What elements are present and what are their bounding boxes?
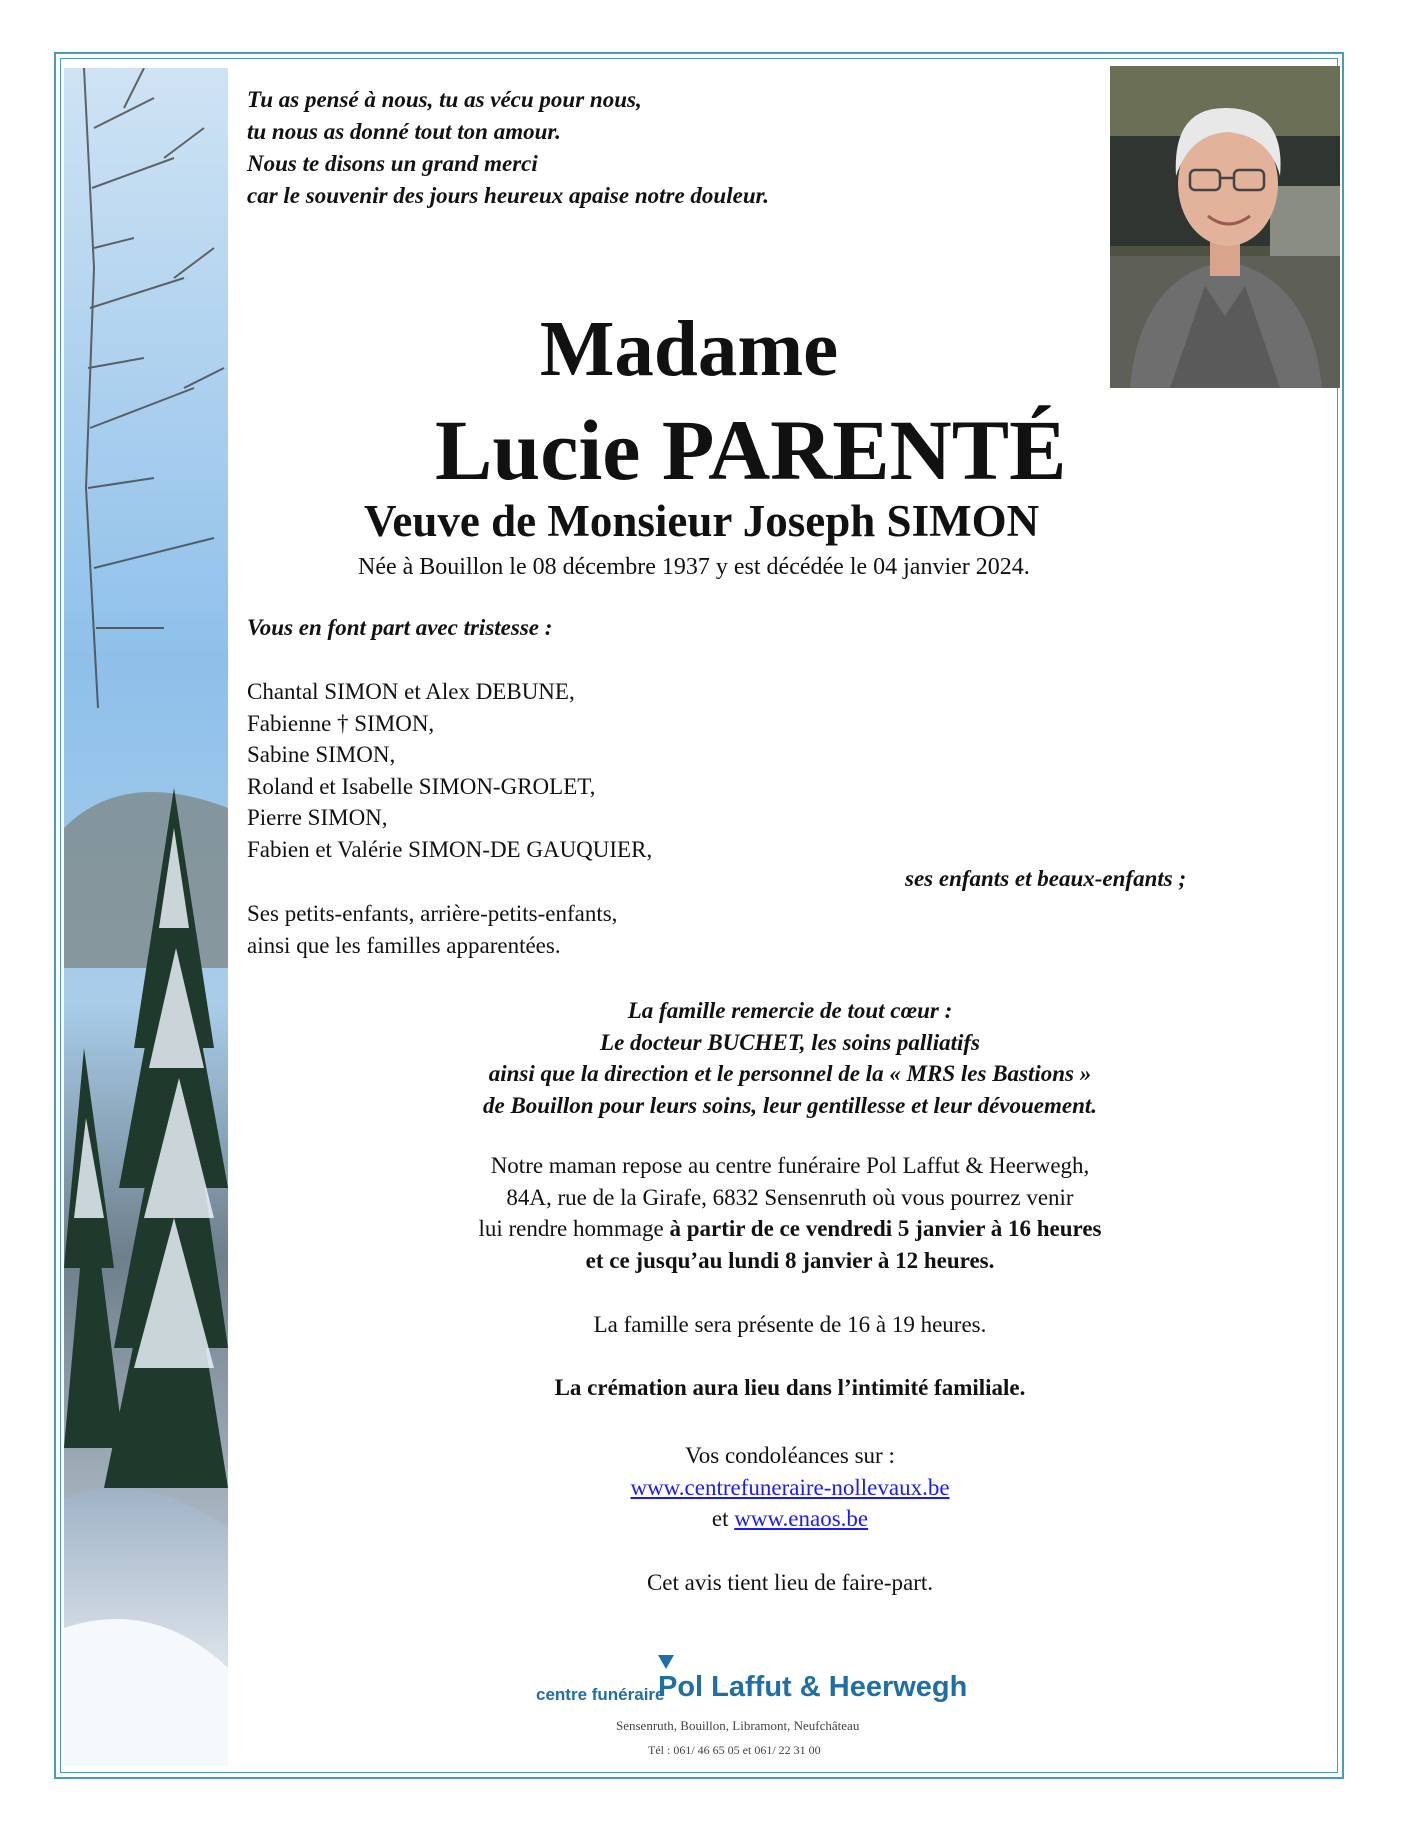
poem-line: Tu as pensé à nous, tu as vécu pour nous,: [247, 87, 642, 112]
family-member: Fabien et Valérie SIMON-DE GAUQUIER,: [247, 836, 653, 862]
logo-phone: Tél : 061/ 46 65 05 et 061/ 22 31 00: [648, 1743, 821, 1757]
notice-line: Cet avis tient lieu de faire-part.: [646, 1570, 934, 1595]
thanks-line: La famille remercie de tout cœur :: [627, 998, 953, 1023]
poem-line: Nous te disons un grand merci: [247, 151, 538, 176]
cremation-line: La crémation aura lieu dans l’intimité familiale.: [554, 1375, 1026, 1400]
poem-line: car le souvenir des jours heureux apaise notre douleur.: [247, 183, 770, 208]
family-member: Sabine SIMON,: [247, 742, 396, 767]
repose-line: [240, 1213, 1340, 1245]
deceased-name: Lucie PARENTÉ: [435, 402, 1067, 498]
family-list: [247, 676, 652, 865]
logo-name: Pol Laffut & Heerwegh: [658, 1671, 968, 1703]
condolences-link-enaos[interactable]: www.enaos.be: [734, 1506, 869, 1531]
logo-triangle-icon: [658, 1655, 674, 1669]
other-relatives: [247, 898, 617, 961]
condolences-label: Vos condoléances sur :: [685, 1443, 895, 1468]
family-member: Pierre SIMON,: [247, 805, 388, 830]
thanks-line: ainsi que la direction et le personnel de la « MRS les Bastions »: [488, 1061, 1092, 1086]
thanks-block: [240, 995, 1340, 1121]
logo-prefix: centre funéraire: [536, 1685, 665, 1704]
poem-line: tu nous as donné tout ton amour.: [247, 119, 561, 144]
repose-block: [240, 1150, 1340, 1276]
repose-line: 84A, rue de la Girafe, 6832 Sensenruth où vous pourrez venir: [506, 1184, 1074, 1210]
children-label: ses enfants et beaux-enfants ;: [905, 866, 1187, 891]
repose-line: Notre maman repose au centre funéraire Pol Laffut & Heerwegh,: [490, 1153, 1090, 1178]
logo-towns: Sensenruth, Bouillon, Libramont, Neufchâteau: [616, 1718, 860, 1733]
presence-line: La famille sera présente de 16 à 19 heures.: [593, 1312, 987, 1337]
birth-death-line: Née à Bouillon le 08 décembre 1937 y est décédée le 04 janvier 2024.: [358, 554, 1030, 580]
visit-end: et ce jusqu’au lundi 8 janvier à 12 heures.: [585, 1247, 995, 1273]
thanks-line: Le docteur BUCHET, les soins palliatifs: [600, 1029, 980, 1055]
honorific: Madame: [539, 306, 839, 393]
visit-start: à partir de ce vendredi 5 janvier à 16 heures: [669, 1216, 1102, 1241]
condolences-link-nollevaux[interactable]: www.centrefuneraire-nollevaux.be: [630, 1474, 950, 1500]
condolences-and: et: [711, 1506, 735, 1531]
poem: [247, 84, 769, 212]
condolences-block: [240, 1440, 1340, 1535]
thanks-line: de Bouillon pour leurs soins, leur gentillesse et leur dévouement.: [482, 1092, 1098, 1118]
funeral-home-logo: [536, 1655, 976, 1765]
widow-of: Veuve de Monsieur Joseph SIMON: [364, 496, 1040, 546]
family-member: Chantal SIMON et Alex DEBUNE,: [247, 679, 575, 704]
family-member: Fabienne † SIMON,: [247, 710, 435, 736]
family-member: Roland et Isabelle SIMON-GROLET,: [247, 773, 596, 799]
relatives-line: ainsi que les familles apparentées.: [247, 932, 561, 958]
relatives-line: Ses petits-enfants, arrière-petits-enfants,: [247, 901, 618, 926]
repose-text: lui rendre hommage: [478, 1216, 670, 1241]
announce-label: Vous en font part avec tristesse :: [247, 615, 553, 640]
